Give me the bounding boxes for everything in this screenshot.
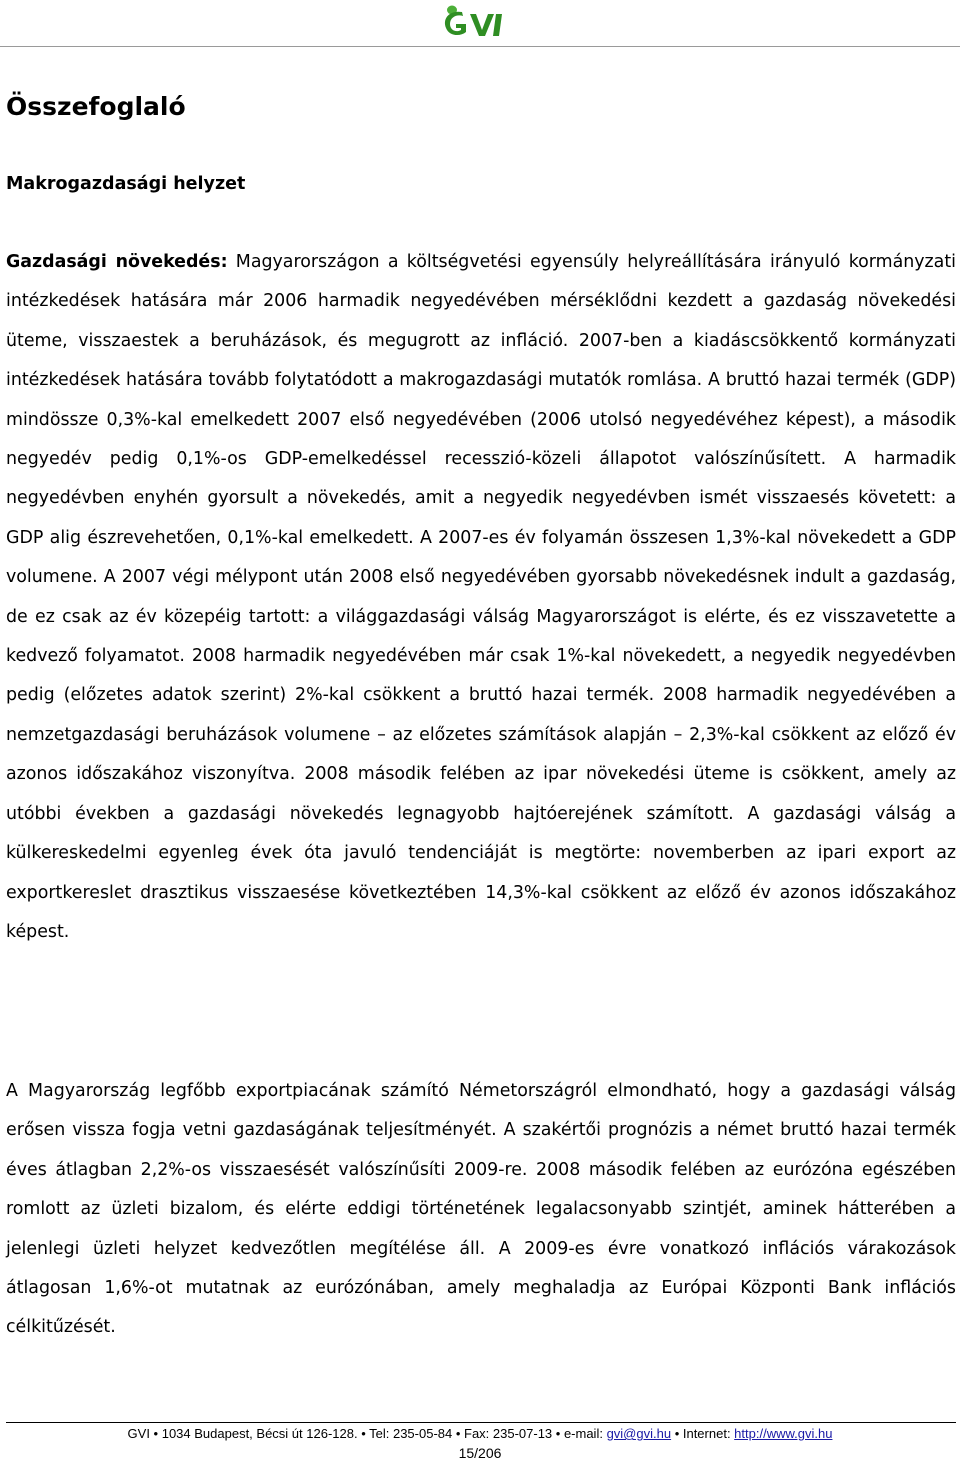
page-title: Összefoglaló [6,92,186,121]
email-link[interactable]: gvi@gvi.hu [606,1426,672,1441]
paragraph-economic-growth [6,243,956,952]
footer-contact [0,1426,960,1442]
header-divider [0,46,960,47]
footer-address: GVI • 1034 Budapest, Bécsi út 126-128. • Tel: 235-05-84 • Fax: 235-07-13 • e-mail: [127,1426,607,1441]
page-number: 15/206 [458,1445,502,1461]
paragraph-text: Magyarországon a költségvetési egyensúly helyreállítására irányuló kormányzati intézkedések hatására már 2006 harmadik negyedévében mérséklődni kezdett a gazdaság növekedési üteme, visszaestek a beruházások, és megugrott az infláció. 2007-ben a kiadáscsökkentő kormányzati intézkedések hatására tovább folytatódott a makrogazdasági mutatók romlása. A bruttó hazai termék (GDP) mindössze 0,3%-kal emelkedett 2007 első negyedévében (2006 utolsó negyedévéhez képest), a második negyedév pedig 0,1%-os GDP-emelkedéssel recesszió-közeli állapotot valószínűsített. A harmadik negyedévben enyhén gyorsult a növekedés, amit a negyedik negyedévben ismét visszaesés követett: a GDP alig észrevehetően, 0,1%-kal emelkedett. A 2007-es év folyamán összesen 1,3%-kal növekedett a GDP volumene. A 2007 végi mélypont után 2008 első negyedévében gyorsabb növekedésnek indult a gazdaság, de ez csak az év közepéig tartott: a világgazdasági válság Magyarországot is elérte, és ez visszavetette a kedvező folyamatot. 2008 harmadik negyedévében már csak 1%-kal növekedett, a negyedik negyedévben pedig (előzetes adatok szerint) 2%-kal csökkent a bruttó hazai termék. 2008 harmadik negyedévében a nemzetgazdasági beruházások volumene – az előzetes számítások alapján – 2,3%-kal csökkent az előző év azonos időszakához viszonyítva. 2008 második felében az ipar növekedési üteme is csökkent, amely az utóbbi években a gazdasági növekedés legnagyobb hajtóerejének számított. A gazdasági válság a külkereskedelmi egyenleg évek óta javuló tendenciáját is megtörte: novemberben az ipari export az exportkereslet drasztikus visszaesése következtében 14,3%-kal csökkent az előző év azonos időszakához képest. [6,252,956,942]
website-link[interactable]: http://www.gvi.hu [734,1426,833,1441]
paragraph-text: A Magyarország legfőbb exportpiacának számító Németországról elmondható, hogy a gazdasági válság erősen vissza fogja vetni gazdaságának teljesítményét. A szakértői prognózis a német bruttó hazai termék éves átlagban 2,2%-os visszaesését valószínűsíti 2009-re. 2008 második felében az eurózóna egészében romlott az üzleti bizalom, és elérte eddigi történetének legalacsonyabb szintjét, aminek hátterében a jelenlegi üzleti helyzet kedvezőtlen megítélése áll. A 2009-es évre vonatkozó inflációs várakozások átlagosan 1,6%-ot mutatnak az eurózónában, amely meghaladja az Európai Központi Bank inflációs célkitűzését. [6,1081,956,1338]
footer-divider [6,1422,956,1423]
paragraph-germany [6,1072,956,1348]
section-title: Makrogazdasági helyzet [6,174,246,194]
footer-internet-label: • Internet: [671,1426,735,1441]
gvi-logo-icon [436,2,512,42]
paragraph-lead: Gazdasági növekedés: [6,252,228,272]
